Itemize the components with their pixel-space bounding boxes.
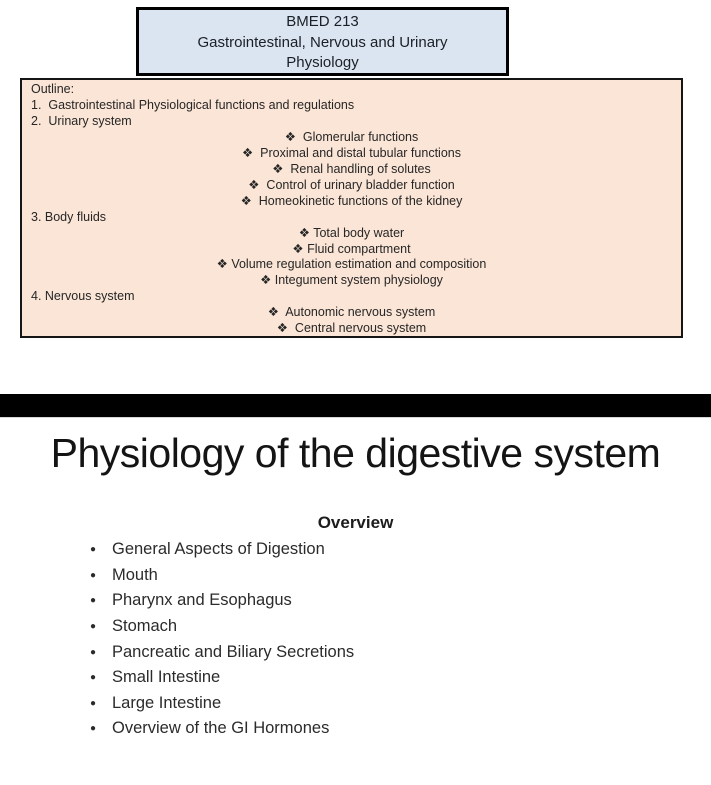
list-item-label: General Aspects of Digestion	[112, 540, 325, 559]
list-item-label: Mouth	[112, 565, 158, 584]
outline-sub-item: ❖ Autonomic nervous system	[267, 305, 436, 320]
bullet-dot-icon: ●	[90, 621, 97, 633]
outline-numbered-item-4: 4. Nervous system	[31, 289, 135, 304]
bullet-dot-icon: ●	[90, 595, 97, 607]
outline-sub-item: ❖ Control of urinary bladder function	[248, 177, 455, 192]
overview-heading: Overview	[317, 513, 394, 532]
course-title-line1: Gastrointestinal, Nervous and Urinary	[197, 33, 448, 51]
list-item	[86, 614, 566, 640]
course-code: BMED 213	[286, 13, 359, 30]
bullet-dot-icon: ●	[90, 569, 97, 581]
course-title-line2: Physiology	[286, 54, 359, 71]
course-header-box	[136, 7, 509, 76]
list-item-label: Small Intestine	[112, 668, 221, 687]
list-item-label: Stomach	[112, 617, 178, 636]
list-item	[86, 665, 566, 691]
bullet-dot-icon: ●	[90, 672, 97, 684]
outline-sub-item: ❖ Volume regulation estimation and composition	[216, 257, 487, 272]
outline-sub-item: ❖ Glomerular functions	[284, 129, 419, 144]
list-item-label: Overview of the GI Hormones	[112, 719, 330, 738]
list-item-label: Pancreatic and Biliary Secretions	[112, 642, 355, 661]
list-item	[86, 588, 566, 614]
section-divider-bar	[0, 394, 711, 418]
list-item	[86, 716, 566, 742]
overview-list	[86, 537, 566, 742]
list-item	[86, 563, 566, 589]
outline-sub-item: ❖ Renal handling of solutes	[272, 161, 431, 176]
outline-numbered-item-2: 2. Urinary system	[31, 113, 132, 128]
outline-sub-item: ❖ Integument system physiology	[260, 273, 443, 288]
outline-sub-item: ❖ Proximal and distal tubular functions	[242, 145, 461, 160]
list-item-label: Large Intestine	[112, 693, 222, 712]
list-item	[86, 639, 566, 665]
list-item-label: Pharynx and Esophagus	[112, 591, 292, 610]
outline-heading: Outline:	[31, 82, 75, 96]
outline-sub-item: ❖ Fluid compartment	[292, 241, 411, 256]
bullet-dot-icon: ●	[90, 646, 97, 658]
outline-numbered-item-3: 3. Body fluids	[31, 209, 107, 224]
outline-sub-item: ❖ Homeokinetic functions of the kidney	[240, 193, 463, 208]
list-item	[86, 537, 566, 563]
outline-numbered-item-1: 1. Gastrointestinal Physiological functions and regulations	[31, 97, 355, 112]
bullet-dot-icon: ●	[90, 723, 97, 735]
outline-panel	[20, 78, 683, 338]
bullet-dot-icon: ●	[90, 697, 97, 709]
slide-title: Physiology of the digestive system	[50, 430, 661, 476]
list-item	[86, 691, 566, 717]
outline-sub-item: ❖ Total body water	[298, 225, 405, 240]
bullet-dot-icon: ●	[90, 544, 97, 556]
outline-sub-item: ❖ Central nervous system	[276, 321, 427, 336]
